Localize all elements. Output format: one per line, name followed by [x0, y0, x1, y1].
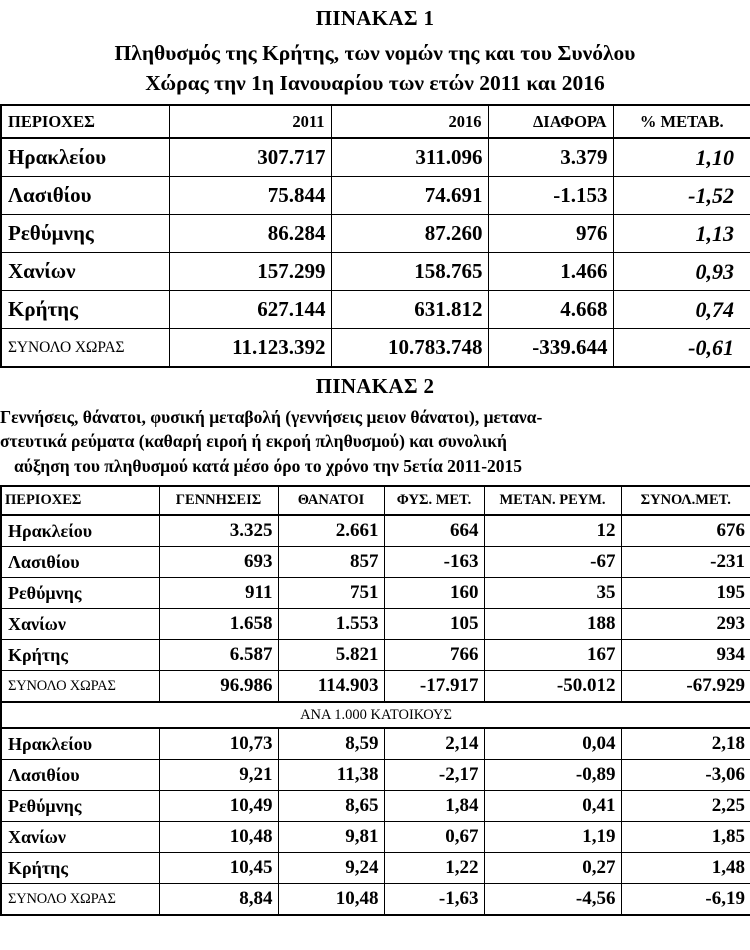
cell-diff: 976 — [488, 215, 613, 253]
cell-migration: 167 — [484, 640, 621, 671]
cell-natural: -17.917 — [384, 671, 484, 703]
cell-diff: -1.153 — [488, 177, 613, 215]
table-row — [1, 853, 750, 884]
cell-total: -3,06 — [621, 760, 750, 791]
cell-pct: -0,61 — [613, 329, 750, 368]
cell-diff: 1.466 — [488, 253, 613, 291]
cell-total: 195 — [621, 578, 750, 609]
cell-2011: 307.717 — [169, 138, 331, 177]
cell-births: 10,45 — [159, 853, 278, 884]
table-2-body — [1, 515, 750, 915]
row-area-label: Κρήτης — [1, 291, 169, 329]
cell-births: 1.658 — [159, 609, 278, 640]
table-row — [1, 515, 750, 547]
cell-total: 1,48 — [621, 853, 750, 884]
row-area-label: Χανίων — [1, 253, 169, 291]
column-header-deaths: ΘΑΝΑΤΟΙ — [278, 486, 384, 515]
table-row — [1, 547, 750, 578]
table-row — [1, 760, 750, 791]
cell-deaths: 5.821 — [278, 640, 384, 671]
cell-births: 3.325 — [159, 515, 278, 547]
cell-migration: -4,56 — [484, 884, 621, 916]
cell-natural: 664 — [384, 515, 484, 547]
cell-2011: 75.844 — [169, 177, 331, 215]
cell-2011: 627.144 — [169, 291, 331, 329]
cell-2016: 10.783.748 — [331, 329, 488, 368]
cell-total: 676 — [621, 515, 750, 547]
row-area-label: Ηρακλείου — [1, 138, 169, 177]
column-header-2016: 2016 — [331, 105, 488, 138]
column-header-2011: 2011 — [169, 105, 331, 138]
cell-births: 10,73 — [159, 728, 278, 760]
row-area-label: Λασιθίου — [1, 760, 159, 791]
cell-migration: -67 — [484, 547, 621, 578]
row-area-label: Ηρακλείου — [1, 728, 159, 760]
table-2-caption-line-3: αύξηση του πληθυσμού κατά μέσο όρο το χρόνο την 5ετία 2011-2015 — [14, 456, 523, 477]
cell-births: 10,48 — [159, 822, 278, 853]
cell-migration: -50.012 — [484, 671, 621, 703]
vital-statistics-table — [0, 485, 750, 916]
row-area-label: Ηρακλείου — [1, 515, 159, 547]
cell-2016: 631.812 — [331, 291, 488, 329]
column-header-areas: ΠΕΡΙΟΧΕΣ — [1, 105, 169, 138]
cell-deaths: 8,65 — [278, 791, 384, 822]
table-row-total — [1, 884, 750, 916]
cell-deaths: 751 — [278, 578, 384, 609]
cell-deaths: 9,24 — [278, 853, 384, 884]
cell-migration: 0,04 — [484, 728, 621, 760]
column-header-births: ΓΕΝΝΗΣΕΙΣ — [159, 486, 278, 515]
cell-total: 2,25 — [621, 791, 750, 822]
column-header-migration-flows: ΜΕΤΑΝ. ΡΕΥΜ. — [484, 486, 621, 515]
table-2-caption-line-1: Γεννήσεις, θάνατοι, φυσική μεταβολή (γεννήσεις μειον θάνατοι), μετανα- — [0, 406, 543, 427]
table-row — [1, 291, 750, 329]
cell-diff: 3.379 — [488, 138, 613, 177]
cell-pct: 0,93 — [613, 253, 750, 291]
cell-2016: 311.096 — [331, 138, 488, 177]
cell-natural: 1,22 — [384, 853, 484, 884]
cell-total: 293 — [621, 609, 750, 640]
cell-diff: 4.668 — [488, 291, 613, 329]
section-label: ΑΝΑ 1.000 ΚΑΤΟΙΚΟΥΣ — [1, 702, 750, 728]
cell-total: 934 — [621, 640, 750, 671]
table-2-caption-line-2: στευτικά ρεύματα (καθαρή ειροή ή εκροή πληθυσμού) και συνολική — [0, 431, 507, 452]
table-1-caption-line-2: Χώρας την 1η Ιανουαρίου των ετών 2011 και 2016 — [145, 70, 605, 95]
cell-natural: 105 — [384, 609, 484, 640]
cell-total: -6,19 — [621, 884, 750, 916]
cell-deaths: 857 — [278, 547, 384, 578]
column-header-natural-change: ΦΥΣ. ΜΕΤ. — [384, 486, 484, 515]
cell-natural: -2,17 — [384, 760, 484, 791]
row-area-label: ΣΥΝΟΛΟ ΧΩΡΑΣ — [1, 884, 159, 916]
row-area-label: Ρεθύμνης — [1, 791, 159, 822]
row-area-label: ΣΥΝΟΛΟ ΧΩΡΑΣ — [1, 329, 169, 368]
cell-deaths: 2.661 — [278, 515, 384, 547]
column-header-diff: ΔΙΑΦΟΡΑ — [488, 105, 613, 138]
table-row — [1, 791, 750, 822]
cell-total: 1,85 — [621, 822, 750, 853]
cell-natural: -163 — [384, 547, 484, 578]
table-1-caption — [0, 39, 750, 98]
cell-2016: 74.691 — [331, 177, 488, 215]
cell-diff: -339.644 — [488, 329, 613, 368]
column-header-pct: % ΜΕΤΑΒ. — [613, 105, 750, 138]
table-1-header-row — [1, 105, 750, 138]
row-area-label: ΣΥΝΟΛΟ ΧΩΡΑΣ — [1, 671, 159, 703]
table-row — [1, 640, 750, 671]
row-area-label: Ρεθύμνης — [1, 215, 169, 253]
cell-deaths: 8,59 — [278, 728, 384, 760]
cell-total: 2,18 — [621, 728, 750, 760]
cell-births: 96.986 — [159, 671, 278, 703]
cell-deaths: 10,48 — [278, 884, 384, 916]
row-area-label: Κρήτης — [1, 853, 159, 884]
cell-births: 8,84 — [159, 884, 278, 916]
cell-deaths: 1.553 — [278, 609, 384, 640]
cell-migration: 12 — [484, 515, 621, 547]
cell-migration: 188 — [484, 609, 621, 640]
table-row — [1, 215, 750, 253]
table-row — [1, 728, 750, 760]
row-area-label: Χανίων — [1, 822, 159, 853]
cell-migration: 1,19 — [484, 822, 621, 853]
table-2-caption — [0, 405, 750, 480]
table-row — [1, 253, 750, 291]
column-header-total-change: ΣΥΝΟΛ.ΜΕΤ. — [621, 486, 750, 515]
column-header-areas: ΠΕΡΙΟΧΕΣ — [1, 486, 159, 515]
row-area-label: Χανίων — [1, 609, 159, 640]
cell-2011: 157.299 — [169, 253, 331, 291]
table-row-total — [1, 329, 750, 368]
cell-pct: 0,74 — [613, 291, 750, 329]
cell-migration: 0,27 — [484, 853, 621, 884]
table-2-number: ΠΙΝΑΚΑΣ 2 — [315, 374, 435, 399]
cell-natural: 1,84 — [384, 791, 484, 822]
table-row — [1, 578, 750, 609]
cell-migration: 0,41 — [484, 791, 621, 822]
table-1-number: ΠΙΝΑΚΑΣ 1 — [315, 6, 435, 30]
cell-total: -67.929 — [621, 671, 750, 703]
cell-births: 693 — [159, 547, 278, 578]
cell-births: 6.587 — [159, 640, 278, 671]
cell-pct: 1,13 — [613, 215, 750, 253]
cell-natural: 0,67 — [384, 822, 484, 853]
cell-deaths: 114.903 — [278, 671, 384, 703]
row-area-label: Ρεθύμνης — [1, 578, 159, 609]
cell-births: 911 — [159, 578, 278, 609]
cell-total: -231 — [621, 547, 750, 578]
table-row — [1, 609, 750, 640]
table-row — [1, 138, 750, 177]
cell-natural: 766 — [384, 640, 484, 671]
table-row — [1, 822, 750, 853]
cell-natural: 160 — [384, 578, 484, 609]
cell-2011: 11.123.392 — [169, 329, 331, 368]
cell-natural: 2,14 — [384, 728, 484, 760]
cell-2011: 86.284 — [169, 215, 331, 253]
cell-natural: -1,63 — [384, 884, 484, 916]
cell-births: 9,21 — [159, 760, 278, 791]
table-1-body — [1, 138, 750, 367]
cell-2016: 158.765 — [331, 253, 488, 291]
row-area-label: Κρήτης — [1, 640, 159, 671]
section-divider-per-1000 — [1, 702, 750, 728]
cell-pct: 1,10 — [613, 138, 750, 177]
cell-deaths: 9,81 — [278, 822, 384, 853]
table-2-header-row — [1, 486, 750, 515]
table-row-total — [1, 671, 750, 703]
population-table — [0, 104, 750, 368]
cell-deaths: 11,38 — [278, 760, 384, 791]
cell-pct: -1,52 — [613, 177, 750, 215]
row-area-label: Λασιθίου — [1, 547, 159, 578]
table-row — [1, 177, 750, 215]
cell-migration: -0,89 — [484, 760, 621, 791]
cell-2016: 87.260 — [331, 215, 488, 253]
cell-births: 10,49 — [159, 791, 278, 822]
row-area-label: Λασιθίου — [1, 177, 169, 215]
cell-migration: 35 — [484, 578, 621, 609]
table-1-caption-line-1: Πληθυσμός της Κρήτης, των νομών της και του Συνόλου — [114, 41, 636, 66]
